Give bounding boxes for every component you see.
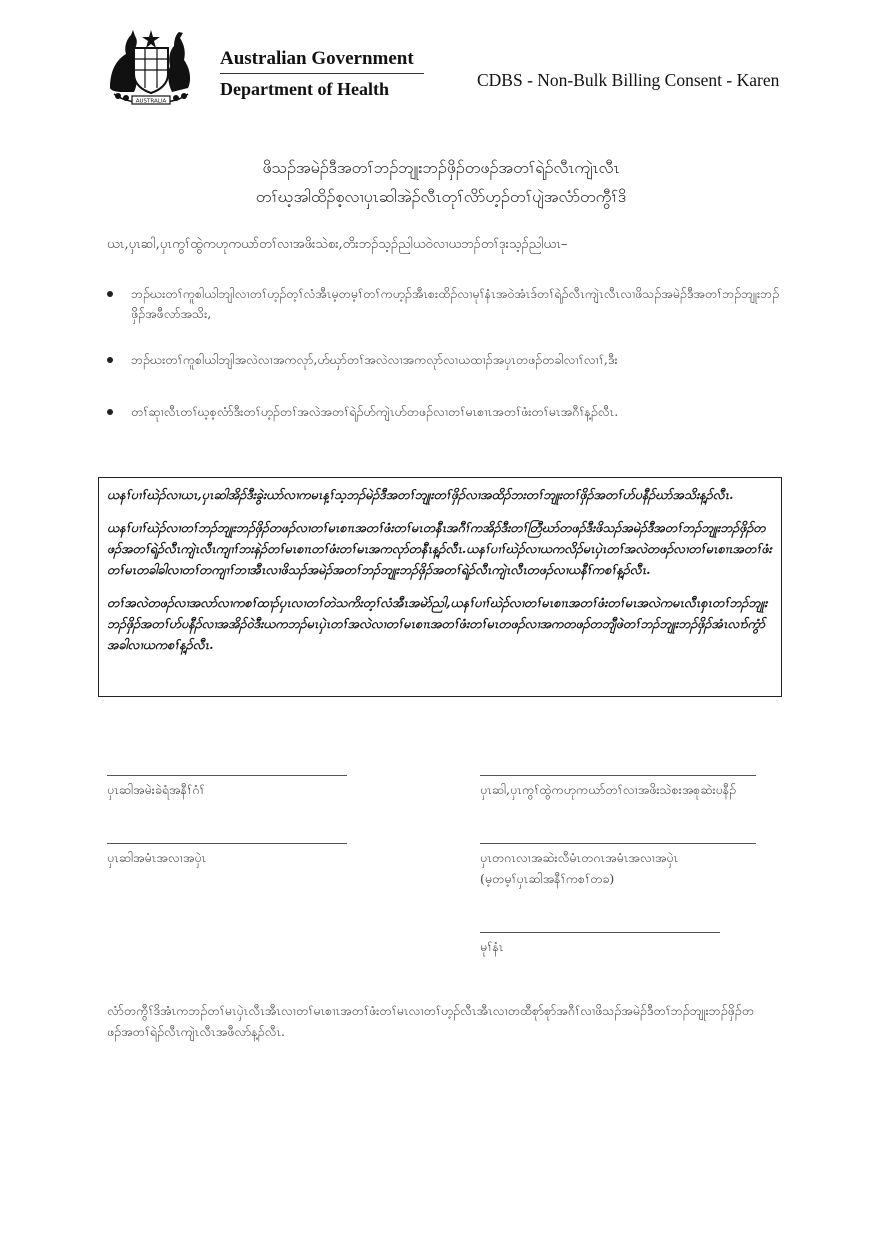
list-item-text: တၢ်ဆုၢလီၤတၢ်ဃ့စ့လံာ်ဒီးတၢ်ဟ့ၣ်တၢ်အလဲအတၢ်ရဲၣ်ဟ်ကျဲၤဟ်တဖၣ်လၢတၢ်မၤစၢၤအတၢ်ဖံးတၢ်မၤအဂီၢ်န့ၣ်လီၤ. xyxy=(131,404,619,419)
list-item xyxy=(107,402,787,422)
crest-scroll-text: AUSTRALIA xyxy=(135,98,167,105)
department-name: Department of Health xyxy=(220,79,389,99)
guardian-signature-label: ပှၤဆါ,ပှၤကွၢ်ထွဲကဟုကယာ်တၢ်လၢအဖိးသဲစးအစုဆဲးပနီၣ် xyxy=(480,782,737,797)
organisation-name: Australian Government xyxy=(220,48,414,69)
patient-signature-line[interactable] xyxy=(107,775,347,776)
date-line[interactable] xyxy=(480,932,720,933)
consent-paragraph-1: ယနၢ်ပၢၢ်ဃဲၣ်လၢယၤ,ပှၤဆါအိၣ်ဒီးခွဲးယာ်လၢကမၤန့ၢ်သ့ဘၣ်မဲၣ်ဒီအတၢ်ဘျုးတၢ်ဖှိၣ်လၢအထိၣ်ဘးတၢ်ဘျုးတၢ်ဖှိၣ်အတၢ်ဟ်ပနီၣ်ဃာ်အသိးန့ၣ်လီၤ. xyxy=(107,487,734,502)
list-item xyxy=(107,284,787,324)
signer-full-name-line[interactable] xyxy=(480,843,756,844)
guardian-signature-line[interactable] xyxy=(480,775,756,776)
government-branding xyxy=(220,48,426,100)
date-label: မုၢ်နံၤ xyxy=(480,939,504,954)
patient-name-line[interactable] xyxy=(107,843,347,844)
footer-instruction: လံာ်တကွီၢ်ဒိအံၤကဘၣ်တၢ်မၤပှဲၤလီၤအီၤလၢတၢ်မၤစၢၤအတၢ်ဖံးတၢ်မၤလၢတၢ်ဟ့ၣ်လီၤအီၤလၢတထီစုာ်စုာ်အဂီၢ်လၢဖိသၣ်အမဲၣ်ဒီတၢ်ဘၣ်ဘျုးဘၣ်ဖှိၣ်တဖၣ်အတၢ်ရဲၣ်လီၤကျဲၤလီၤအဖီလာ်န့ၣ်လီၤ. xyxy=(107,1003,754,1039)
list-item xyxy=(107,350,787,370)
consent-paragraph-3: တၢ်အလဲတဖၣ်လၢအလာ်လၢကစၢ်ထၢၣ်ပှၤလၢတၢ်တဲသကိးတ့ၢ်လံအီၤအမဲာ်ညါ,ယနၢ်ပၢၢ်ဃဲၣ်လၢတၢ်မၤစၢၤအတၢ်ဖံးတၢ်မၤအလဲကမၤလီၤစှၤတၢ်ဘၣ်ဘျုးဘၣ်ဖှိၣ်အတၢ်ဟ်ပနီၣ်လၢအအိၣ်ဝဲဒီးယကဘၣ်မၤပှဲၤတၢ်အလဲလၢတၢ်မၤစၢၤအတၢ်ဖံးတၢ်မၤတဖၣ်လၢအကတဖၣ်တဘျီဖဲတၢ်ဘၣ်ဘျုးဘၣ်ဖှိၣ်အံၤလၢာ်ကွံာ်အခါလၢယကစၢ်န့ၣ်လီၤ. xyxy=(107,595,768,652)
coat-of-arms-icon xyxy=(104,26,198,106)
list-item-text: ဘၣ်ဃးတၢ်ကူစါယါဘျါလၢတၢ်ဟ့ၣ်တ့ၢ်လံအီၤမ့တမ့ၢ်တၢ်ကဟ့ၣ်အီၤစးထိၣ်လၢမုၢ်နံၤအဝဲအံၤဒ်တၢ်ရဲၣ်လီၤကျဲၤလီၤလၢဖိသၣ်အမဲၣ်ဒီအတၢ်ဘၣ်ဘျုးဘၣ်ဖှိၣ်အဖီလာ်အသိး, xyxy=(131,286,780,321)
form-title-line-1: ဖိသၣ်အမဲၣ်ဒီအတၢ်ဘၣ်ဘျုးဘၣ်ဖှိၣ်တဖၣ်အတၢ်ရဲၣ်လီၤကျဲၤလီၤ xyxy=(262,158,620,177)
coat-of-arms-logo xyxy=(104,26,198,106)
document-code: CDBS - Non-Bulk Billing Consent - Karen xyxy=(477,70,780,90)
branding-divider xyxy=(220,73,424,74)
form-title-line-2: တၢ်ဃ့အါထိၣ်စ့လၢပှၤဆါအဲၣ်လီၤတုၢ်လိာ်ဟ့ၣ်တၢ်ပျဲအလံာ်တကွီၢ်ဒိ xyxy=(255,187,627,206)
form-title xyxy=(110,153,772,211)
patient-signature-label: ပှၤဆါအမဲးခဲရံအနီၢ်ဂံၢ် xyxy=(107,782,205,797)
patient-name-label: ပှၤဆါအမံၤအလၢအပှဲၤ xyxy=(107,850,207,865)
intro-statement: ယၤ,ပှၤဆါ,ပှၤကွၢ်ထွဲကဟုကယာ်တၢ်လၢအဖိးသဲစး,တိးဘၣ်သ့ၣ်ညါယဝဲလၢယဘၣ်တၢ်ဒုးသ့ၣ်ညါယၤ– xyxy=(107,237,568,252)
list-item-text: ဘၣ်ဃးတၢ်ကူစါယါဘျါအလဲလၢအကလုာ်,ဟ်ဃှာ်တၢ်အလဲလၢအကလုာ်လၢယထၢၣ်အပှၤတဖၣ်တခါလၢၢ်လၢၢ်,ဒီး xyxy=(131,352,618,367)
consent-paragraph-2: ယနၢ်ပၢၢ်ဃဲၣ်လၢတၢ်ဘၣ်ဘျုးဘၣ်ဖှိၣ်တဖၣ်လၢတၢ်မၤစၢၤအတၢ်ဖံးတၢ်မၤတနီၤအဂီၢ်ကအိၣ်ဒီးတၢ်တြီဃာ်တဖၣ်ဒီးဖိသၣ်အမဲၣ်ဒီအတၢ်ဘၣ်ဘျုးဘၣ်ဖှိၣ်တဖၣ်အတၢ်ရဲၣ်လီၤကျဲၤလီၤကျၢၢ်ဘးနဲၣ်တၢ်မၤစၢၤတၢ်ဖံးတၢ်မၤအကလုာ်တနီၤန့ၣ်လီၤ.ယနၢ်ပၢၢ်ဃဲၣ်လၢယကလိၣ်မၤပှဲၤတၢ်အလဲတဖၣ်လၢတၢ်မၤစၢၤအတၢ်ဖံးတၢ်မၤတခါခါလၢတၢ်တကျၢၢ်ဘၢအီၤလၢဖိသၣ်အမဲၣ်အတၢ်ဘၣ်ဘျုးဘၣ်ဖှိၣ်အတၢ်ရဲၣ်လီၤကျဲၤလီၤတဖၣ်လၢယနီၢ်ကစၢ်န့ၣ်လီၤ. xyxy=(107,520,772,577)
consent-statement-box xyxy=(98,477,782,697)
signer-full-name-note: (မ့တမ့ၢ်ပှၤဆါအနီၢ်ကစၢ်တခ) xyxy=(480,871,615,886)
bullet-icon xyxy=(107,409,113,415)
bullet-icon xyxy=(107,291,113,297)
bullet-icon xyxy=(107,357,113,363)
acknowledgement-list xyxy=(107,284,787,448)
signer-full-name-label: ပှၤတဂၤလၢအဆဲးလီမံၤတဂၤအမံၤအလၢအပှဲၤ xyxy=(480,850,679,865)
